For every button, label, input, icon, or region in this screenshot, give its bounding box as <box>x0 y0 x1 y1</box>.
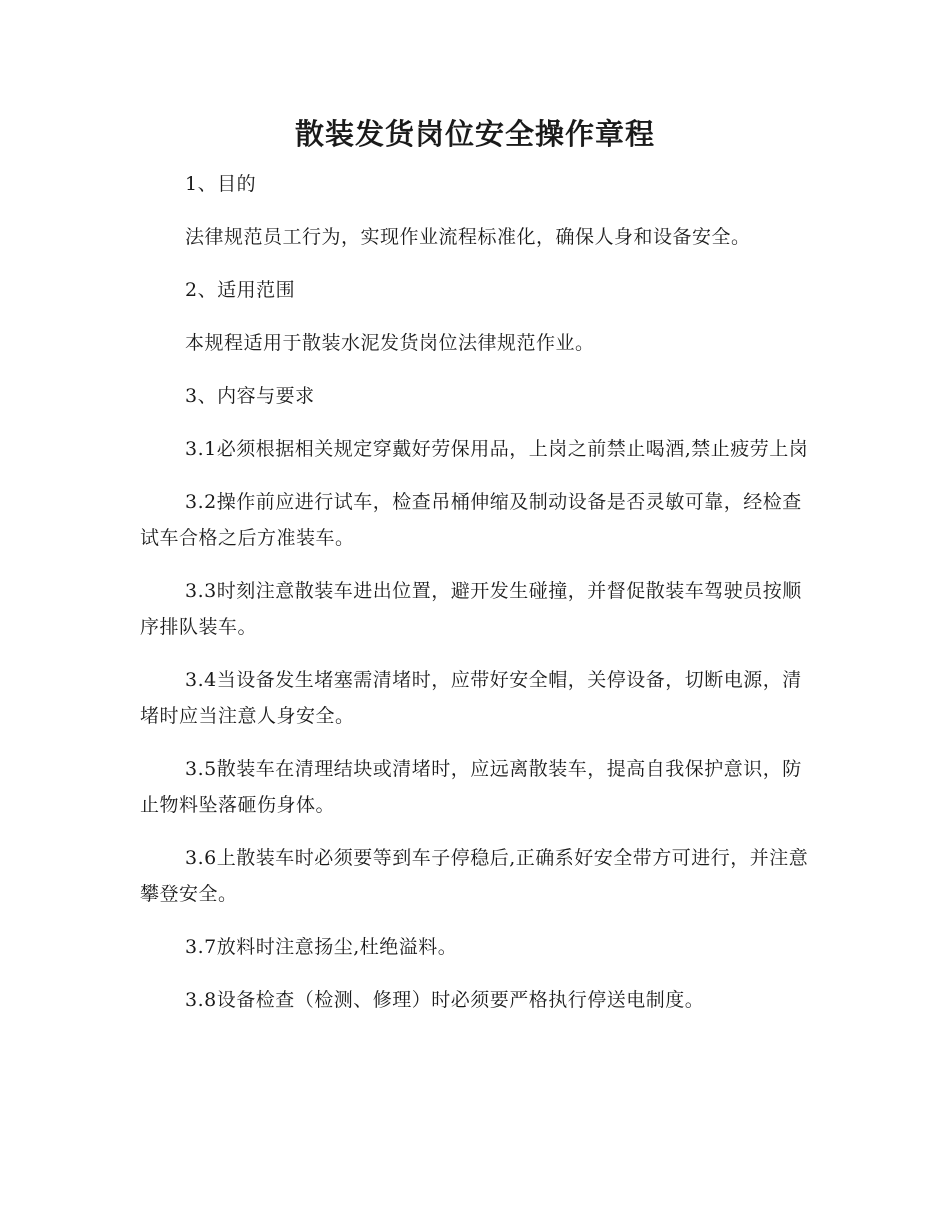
requirement-3-1: 3.1必须根据相关规定穿戴好劳保用品，上岗之前禁止喝酒,禁止疲劳上岗 <box>185 438 809 460</box>
paragraph-scope: 本规程适用于散装水泥发货岗位法律规范作业。 <box>185 332 595 354</box>
section-heading-purpose: 1、目的 <box>185 173 257 195</box>
requirement-3-5: 3.5散装车在清理结块或清堵时，应远离散装车，提高自我保护意识，防止物料坠落砸伤身体。 <box>140 758 802 816</box>
requirement-3-6: 3.6上散装车时必须要等到车子停稳后,正确系好安全带方可进行，并注意攀登安全。 <box>140 847 809 905</box>
document-body <box>140 166 815 1035</box>
requirement-3-7: 3.7放料时注意扬尘,杜绝溢料。 <box>185 936 458 958</box>
requirement-3-4: 3.4当设备发生堵塞需清堵时，应带好安全帽，关停设备，切断电源，清堵时应当注意人身安全。 <box>140 669 802 727</box>
section-heading-scope: 2、适用范围 <box>185 279 296 301</box>
requirement-3-8: 3.8设备检查（检测、修理）时必须要严格执行停送电制度。 <box>185 989 705 1011</box>
paragraph-purpose: 法律规范员工行为，实现作业流程标准化，确保人身和设备安全。 <box>185 226 751 248</box>
section-heading-requirements: 3、内容与要求 <box>185 385 315 407</box>
requirement-3-3: 3.3时刻注意散装车进出位置，避开发生碰撞，并督促散装车驾驶员按顺序排队装车。 <box>140 580 802 638</box>
document-title: 散装发货岗位安全操作章程 <box>294 117 655 151</box>
requirement-3-2: 3.2操作前应进行试车，检查吊桶伸缩及制动设备是否灵敏可靠，经检查试车合格之后方准装车。 <box>140 491 802 549</box>
